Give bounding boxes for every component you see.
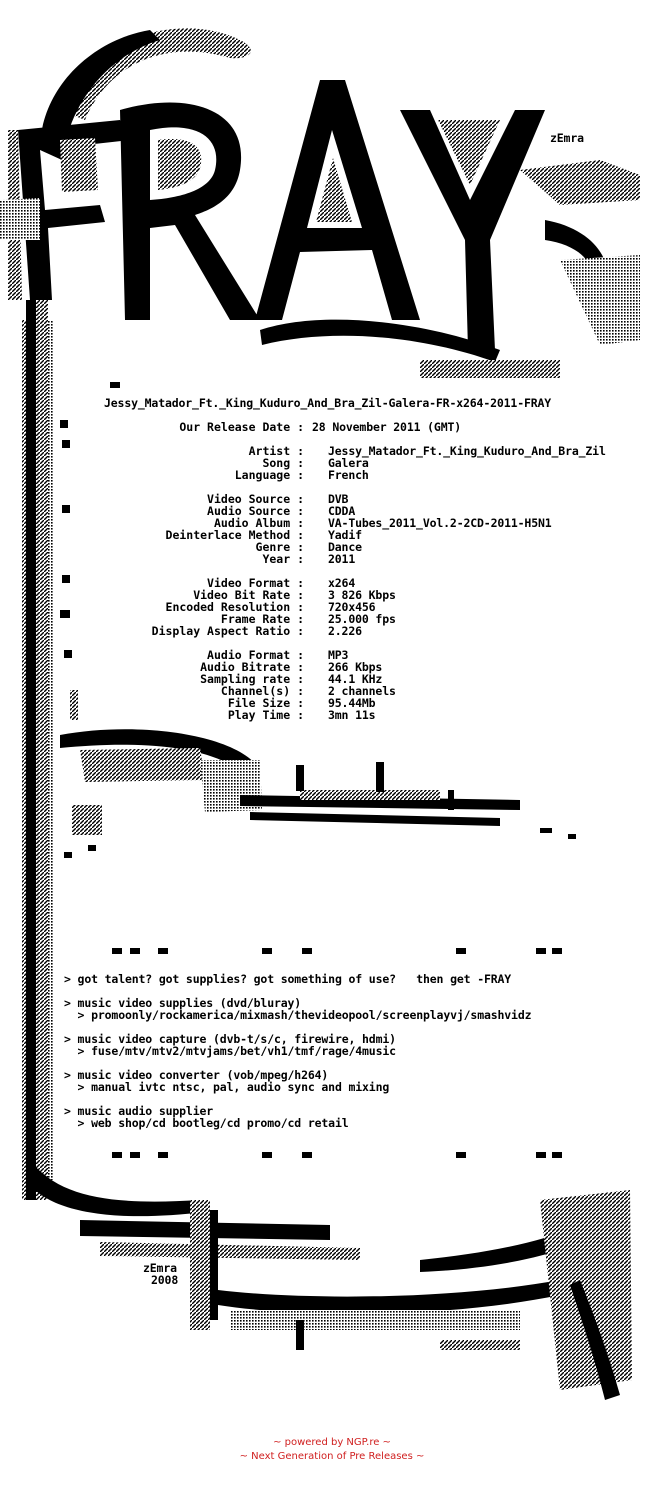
info-label: Audio Source : [207,504,304,518]
bottom-swirl-art [26,1160,632,1400]
info-value: Galera [328,456,369,470]
info-label: Deinterlace Method : [165,528,304,542]
info-label: Video Format : [207,576,304,590]
info-label: Genre : [255,540,304,554]
release-date-label: Our Release Date : [179,420,304,434]
info-value: DVB [328,492,349,506]
fray-logo [0,28,640,378]
note-detail: > fuse/mtv/mtv2/mtvjams/bet/vh1/tmf/rage/4music [64,1044,396,1058]
info-value: 2.226 [328,624,362,638]
info-value: French [328,468,369,482]
info-label: Audio Format : [207,648,304,662]
middle-divider-art [60,729,576,858]
info-value: 25.000 fps [328,612,396,626]
info-label: Display Aspect Ratio : [151,624,304,638]
dot-row-bottom [112,1152,562,1158]
info-label: File Size : [227,696,304,710]
info-value: x264 [328,576,356,590]
note-detail: > promoonly/rockamerica/mixmash/thevideopool/screenplayvj/smashvidz [64,1008,532,1022]
signature-year: 2008 [151,1273,179,1287]
info-label: Artist : [248,444,304,458]
info-label: Language : [234,468,304,482]
info-label: Play Time : [227,708,304,722]
info-value: CDDA [328,504,356,518]
info-label: Video Source : [207,492,304,506]
release-date-value: 28 November 2011 (GMT) [312,420,462,434]
info-value: 3mn 11s [328,708,376,722]
info-value: 720x456 [328,600,376,614]
info-label: Video Bit Rate : [193,588,304,602]
info-label: Song : [262,456,304,470]
info-label: Sampling rate : [200,672,304,686]
info-label: Frame Rate : [220,612,304,626]
info-label: Audio Album : [213,516,304,530]
note-heading: > got talent? got supplies? got something of use? then get -FRAY [64,972,512,986]
info-label: Audio Bitrate : [200,660,304,674]
info-value: Dance [328,540,362,554]
note-detail: > web shop/cd bootleg/cd promo/cd retail [64,1116,349,1130]
info-label: Channel(s) : [220,684,304,698]
info-value: 95.44Mb [328,696,376,710]
note-heading: > music audio supplier [64,1104,214,1118]
note-heading: > music video converter (vob/mpeg/h264) [64,1068,329,1082]
release-title: Jessy_Matador_Ft._King_Kuduro_And_Bra_Zil-Galera-FR-x264-2011-FRAY [104,396,552,410]
note-heading: > music video supplies (dvd/bluray) [64,996,302,1010]
artist-tag-top: zEmra [550,131,584,145]
info-value: 2 channels [328,684,396,698]
info-value: 2011 [328,552,356,566]
note-detail: > manual ivtc ntsc, pal, audio sync and mixing [64,1080,390,1094]
footer-tagline: ~ Next Generation of Pre Releases ~ [239,1451,425,1462]
info-value: Jessy_Matador_Ft._King_Kuduro_And_Bra_Zil [328,444,606,458]
info-value: 266 Kbps [328,660,383,674]
info-value: 44.1 KHz [328,672,383,686]
note-heading: > music video capture (dvb-t/s/c, firewire, hdmi) [64,1032,396,1046]
info-label: Year : [262,552,304,566]
dot-row-top [112,948,562,954]
signature-name: zEmra [143,1261,177,1275]
footer-powered-by: ~ powered by NGP.re ~ [273,1437,391,1448]
info-value: MP3 [328,648,349,662]
info-value: 3 826 Kbps [328,588,396,602]
info-value: VA-Tubes_2011_Vol.2-2CD-2011-H5N1 [328,516,552,530]
info-value: Yadif [328,528,362,542]
info-label: Encoded Resolution : [165,600,304,614]
